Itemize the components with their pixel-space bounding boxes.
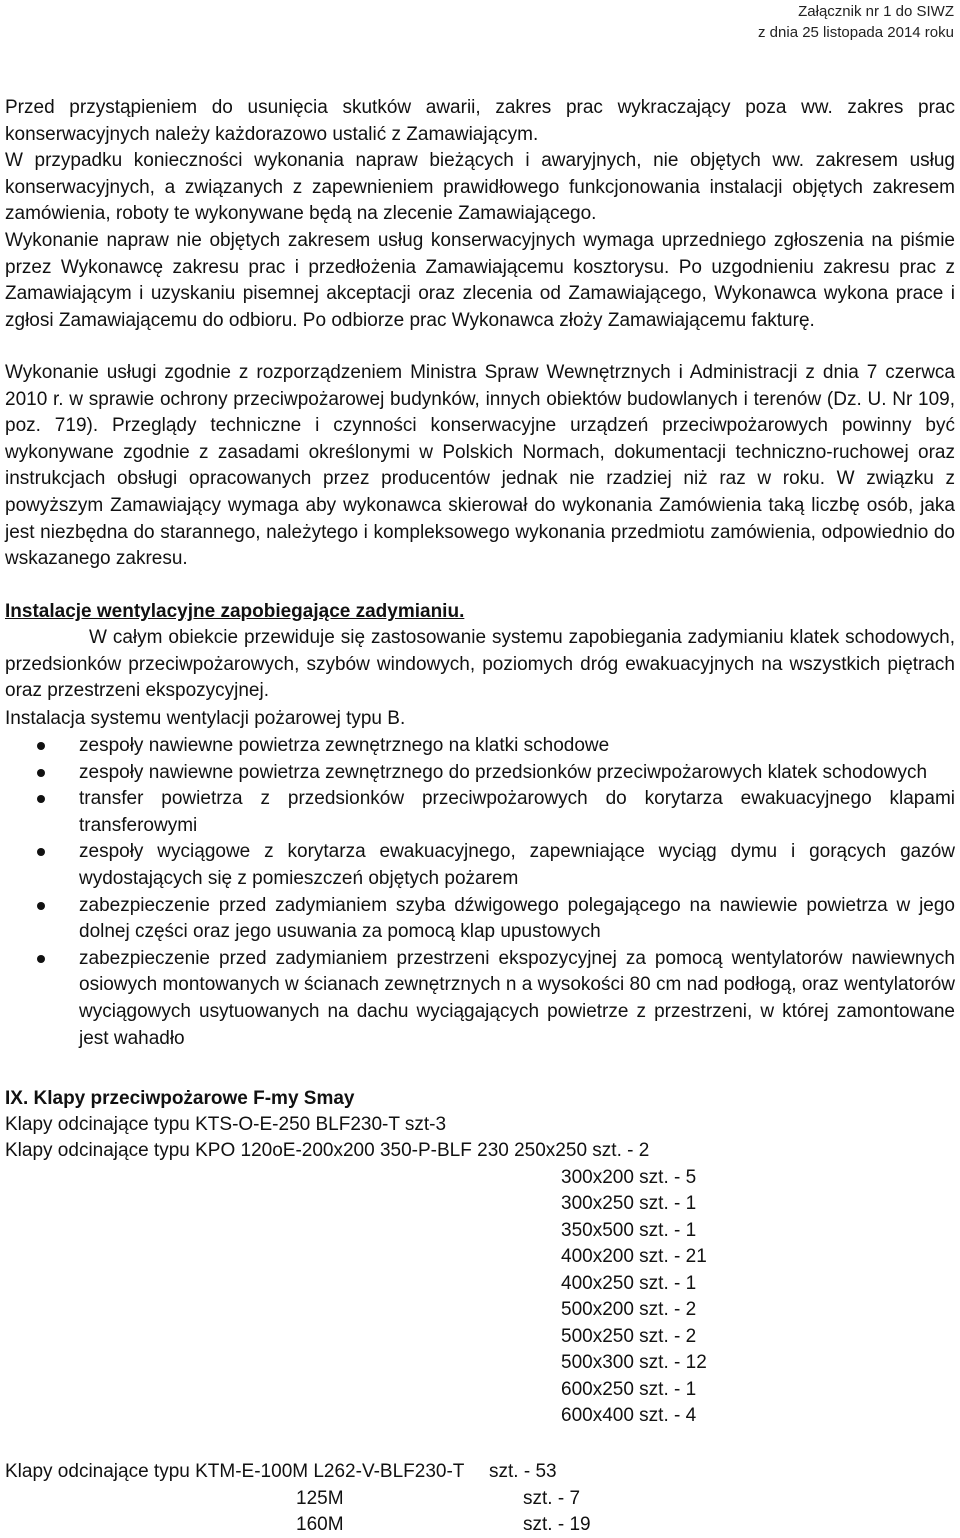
ventilation-intro: W całym obiekcie przewiduje się zastosowanie systemu zapobiegania zadymianiu klatek schodowych, przedsionków przeciwpożarowych, szybów windowych, poziomych dróg ewakuacyjnych na wszystkich piętrach oraz przestrzeni ekspozycyjnej. xyxy=(5,627,955,702)
kpo-size-row: 400x250 szt. - 1 xyxy=(561,1273,697,1294)
paragraph-emergency-repairs: W przypadku konieczności wykonania napraw bieżących i awaryjnych, nie objętych ww. zakresem usług konserwacyjnych, a związanych z zapewnieniem prawidłowego funkcjonowania instalacji objętych zakresem zamówienia, roboty te wykonywane będą na zlecenie Zamawiającego. xyxy=(5,150,955,225)
ventilation-list xyxy=(0,733,955,1052)
list-item: transfer powietrza z przedsionków przeciwpożarowych do korytarza ewakuacyjnego klapami transferowymi xyxy=(0,786,955,839)
dampers-heading: IX. Klapy przeciwpożarowe F-my Smay xyxy=(5,1088,355,1109)
ventilation-heading: Instalacje wentylacyjne zapobiegające zadymianiu. xyxy=(5,601,465,622)
kpo-size-row: 300x250 szt. - 1 xyxy=(561,1193,697,1214)
kpo-damper-line: Klapy odcinające typu KPO 120oE-200x200 350-P-BLF 230 250x250 szt. - 2 xyxy=(5,1140,650,1161)
bullet-icon xyxy=(37,769,45,777)
kpo-size-row: 500x200 szt. - 2 xyxy=(561,1299,697,1320)
list-item: zespoły nawiewne powietrza zewnętrznego na klatki schodowe xyxy=(0,733,955,760)
kpo-size-row: 350x500 szt. - 1 xyxy=(561,1220,697,1241)
kpo-size-row: 500x250 szt. - 2 xyxy=(561,1326,697,1347)
bullet-icon xyxy=(37,742,45,750)
bullet-icon xyxy=(37,795,45,803)
paragraph-regulation: Wykonanie usługi zgodnie z rozporządzeniem Ministra Spraw Wewnętrznych i Administracji z dnia 7 czerwca 2010 r. w sprawie ochrony przeciwpożarowej budynków, innych obiektów budowlanych i terenów (Dz. U. Nr 109, poz. 719). Przeglądy techniczne i czynności konserwacyjne urządzeń przeciwpożarowych powinny być wykonywane zgodnie z zasadami określonymi w Polskich Normach, dokumentacji techniczno-ruchowej oraz instrukcjach obsługi opracowanych przez producentów jednak nie rzadziej niż raz w roku. W związku z powyższym Zamawiający wymaga aby wykonawca skierował do wykonania Zamówienia taką liczbę osób, jaka jest niezbędna do starannego, należytego i kompleksowego wykonania przedmiotu zamówienia, odpowiednio do wskazanego zakresu. xyxy=(5,362,955,570)
kts-damper-line: Klapy odcinające typu KTS-O-E-250 BLF230-T szt-3 xyxy=(5,1114,447,1135)
ktm-qty: szt. - 7 xyxy=(523,1488,581,1509)
paragraph-repair-procedure: Wykonanie napraw nie objętych zakresem usług konserwacyjnych wymaga uprzedniego zgłoszenia na piśmie przez Wykonawcę zakresu prac i przedłożenia Zamawiającemu kosztorysu. Po uzgodnieniu zakresu prac z Zamawiającym i uzyskaniu pisemnej akceptacji oraz zlecenia od Zamawiającego, Wykonawca wykona prace i zgłosi Zamawiającemu do odbioru. Po odbiorze prac Wykonawca złoży Zamawiającemu fakturę. xyxy=(5,230,955,331)
list-item: zespoły wyciągowe z korytarza ewakuacyjnego, zapewniające wyciąg dymu i gorących gazów wydostających się z pomieszczeń objętych pożarem xyxy=(0,839,955,892)
ktm-qty: szt. - 19 xyxy=(523,1514,591,1535)
bullet-icon xyxy=(37,902,45,910)
ktm-damper-label: Klapy odcinające typu KTM-E-100M L262-V-BLF230-T xyxy=(5,1461,465,1482)
ktm-size: 160M xyxy=(296,1514,344,1535)
list-item: zabezpieczenie przed zadymianiem przestrzeni ekspozycyjnej za pomocą wentylatorów nawiewnych osiowych montowanych w ścianach zewnętrznych n a wysokości 80 cm nad podłogą, oraz wentylatorów wyciągowych usytuowanych na dachu wyciągających powietrze z przestrzeni, w której zamontowane jest wahadło xyxy=(0,946,955,1052)
ktm-size: 125M xyxy=(296,1488,344,1509)
bullet-icon xyxy=(37,955,45,963)
bullet-icon xyxy=(37,848,45,856)
list-item: zespoły nawiewne powietrza zewnętrznego do przedsionków przeciwpożarowych klatek schodowych xyxy=(0,760,955,787)
kpo-size-row: 600x400 szt. - 4 xyxy=(561,1405,697,1426)
annex-title: Załącznik nr 1 do SIWZ xyxy=(798,3,954,20)
list-item: zabezpieczenie przed zadymianiem szyba dźwigowego polegającego na nawiewie powietrza w jego dolnej części oraz jego usuwania za pomocą klap upustowych xyxy=(0,893,955,946)
kpo-size-row: 500x300 szt. - 12 xyxy=(561,1352,707,1373)
kpo-size-row: 400x200 szt. - 21 xyxy=(561,1246,707,1267)
ktm-damper-qty: szt. - 53 xyxy=(489,1461,557,1482)
annex-date: z dnia 25 listopada 2014 roku xyxy=(758,24,954,41)
kpo-size-row: 600x250 szt. - 1 xyxy=(561,1379,697,1400)
kpo-size-row: 300x200 szt. - 5 xyxy=(561,1167,697,1188)
ventilation-system-label: Instalacja systemu wentylacji pożarowej typu B. xyxy=(5,708,406,729)
paragraph-scope-approval: Przed przystąpieniem do usunięcia skutków awarii, zakres prac wykraczający poza ww. zakres prac konserwacyjnych należy każdorazowo ustalić z Zamawiającym. xyxy=(5,97,955,145)
